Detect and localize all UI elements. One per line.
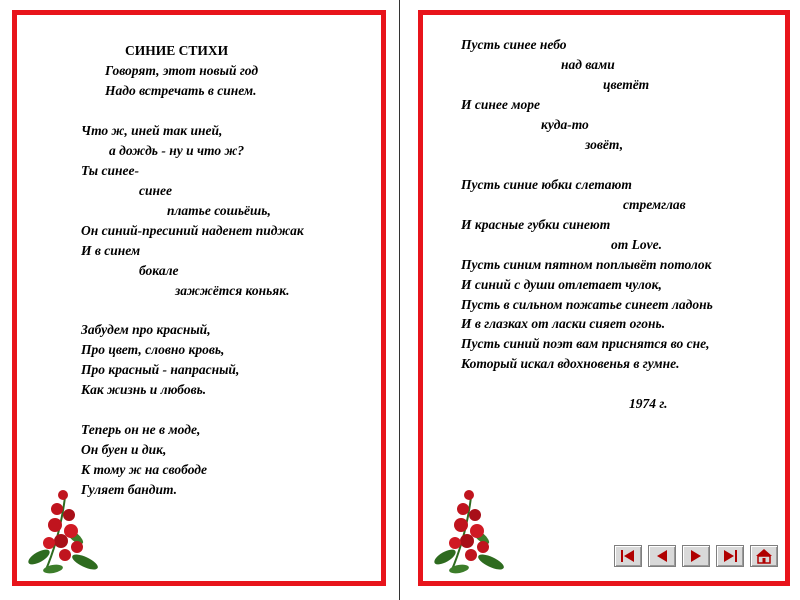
poem-line: Гуляет бандит. (81, 482, 178, 497)
poem-line: Пусть синим пятном поплывёт потолок (461, 257, 712, 272)
poem-line: куда-то (541, 117, 589, 132)
poem-line: цветёт (603, 77, 650, 92)
poem-line: И в глазках от ласки сияет огонь. (461, 316, 666, 331)
poem-line: Пусть синий поэт вам приснятся во сне, (461, 336, 710, 351)
poem-line: зажжётся коньяк. (175, 283, 290, 298)
first-slide-button[interactable] (614, 545, 642, 567)
poem-line: Пусть синее небо (461, 37, 567, 52)
poem-year: 1974 г. (629, 396, 668, 411)
poem-title: СИНИЕ СТИХИ (125, 43, 229, 58)
poem-line: над вами (561, 57, 615, 72)
rose-bouquet-icon (25, 477, 105, 577)
poem-line: И синее море (461, 97, 540, 112)
poem-line: бокале (139, 263, 179, 278)
poem-line: К тому ж на свободе (81, 462, 207, 477)
left-page (12, 10, 386, 586)
next-icon (683, 546, 709, 566)
poem-line: а дождь - ну и что ж? (109, 143, 245, 158)
poem-line: Который искал вдохновенья в гумне. (461, 356, 680, 371)
poem-line: Ты синее- (81, 163, 139, 178)
right-page (418, 10, 790, 586)
poem-line: зовёт, (585, 137, 624, 152)
poem-line: Он синий-пресиний наденет пиджак (81, 223, 304, 238)
poem-line: И синий с души отлетает чулок, (461, 277, 662, 292)
poem-line: Надо встречать в синем. (105, 83, 257, 98)
last-slide-button[interactable] (716, 545, 744, 567)
poem-line: Забудем про красный, (81, 322, 211, 337)
poem-line: Он буен и дик, (81, 442, 167, 457)
last-icon (717, 546, 743, 566)
poem-line: Как жизнь и любовь. (81, 382, 207, 397)
poem-line: Что ж, иней так иней, (81, 123, 223, 138)
poem-line: Говорят, этот новый год (105, 63, 259, 78)
poem-line: И красные губки синеют (461, 217, 611, 232)
poem-line: Пусть в сильном пожатье синеет ладонь (461, 297, 713, 312)
previous-slide-button[interactable] (648, 545, 676, 567)
poem-line: Про цвет, словно кровь, (81, 342, 225, 357)
poem-line: Про красный - напрасный, (81, 362, 240, 377)
poem-line: платье сошьёшь, (167, 203, 271, 218)
poem-line: от Love. (611, 237, 662, 252)
poem-line: стремглав (623, 197, 686, 212)
poem-line: Теперь он не в моде, (81, 422, 201, 437)
next-slide-button[interactable] (682, 545, 710, 567)
poem-line: синее (139, 183, 172, 198)
poem-line: Пусть синие юбки слетают (461, 177, 632, 192)
home-button[interactable] (750, 545, 778, 567)
home-icon (751, 546, 777, 566)
poem-line: И в синем (81, 243, 141, 258)
rose-bouquet-icon (431, 477, 511, 577)
first-icon (615, 546, 641, 566)
previous-icon (649, 546, 675, 566)
page-divider (399, 0, 400, 600)
